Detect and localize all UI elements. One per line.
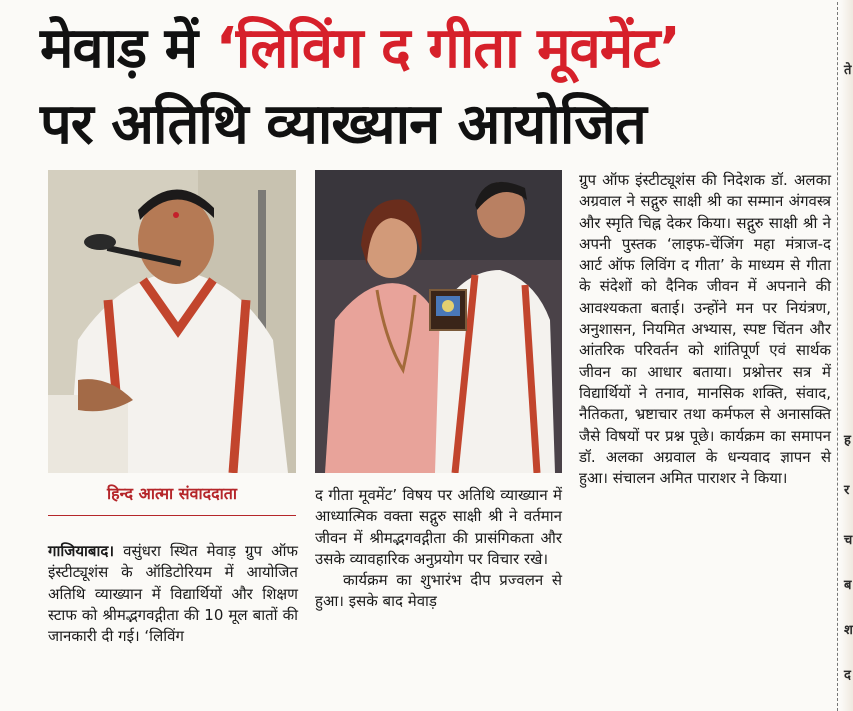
edge-char: ह [844,433,851,448]
caption-underline [48,515,296,516]
headline-highlight: ‘लिविंग द गीता मूवमेंट’ [215,16,680,81]
article-col2-para1: द गीता मूवमेंट’ विषय पर अतिथि व्याख्यान में आध्यात्मिक वक्ता सद्गुरु साक्षी श्री ने वर्तमान जीवन में श्रीमद्भगवद्गीता की प्रासंगिकता और उसके व्यावहारिक अनुप्रयोग पर विचार रखे। [315,486,562,568]
felicitation-photo-illustration [315,170,562,473]
article-col1-text: वसुंधरा स्थित मेवाड़ ग्रुप ऑफ इंस्टीट्यूशंस के ऑडिटोरियम में आयोजित अतिथि व्याख्यान में विद्यार्थियों और शिक्षण स्टाफ को श्रीमद्भगवद्गीता की 10 मूल बातों की जानकारी दी गई। ‘लिविंग [48,542,298,646]
article-column-3 [579,170,831,489]
edge-char: र [844,483,850,498]
speaker-photo [48,170,296,473]
article-column-2 [315,485,562,613]
dateline: गाजियाबाद। [48,542,115,560]
headline-line-1 [40,12,830,86]
article-column-1 [48,541,298,647]
adjacent-page-edge [841,0,853,711]
article-col3-text: ग्रुप ऑफ इंस्टीट्यूशंस की निदेशक डॉ. अलका अग्रवाल ने सद्गुरु साक्षी श्री का सम्मान अंगवस्त्र और स्मृति चिह्न देकर किया। सद्गुरु साक्षी श्री ने अपनी पुस्तक ‘लाइफ-चेंजिंग महा मंत्राज-द आर्ट ऑफ लिविंग द गीता’ के माध्यम से गीता के संदेशों को दैनिक जीवन में अपनाने की आवश्यकता बताई। उन्होंने मन पर नियंत्रण, अनुशासन, नियमित अभ्यास, स्पष्ट चिंतन और आंतरिक परिवर्तन को शांतिपूर्ण एवं सार्थक जीवन का आधार बताया। प्रश्नोत्तर सत्र में विद्यार्थियों ने तनाव, मानसिक शक्ति, संवाद, नैतिकता, भ्रष्टाचार तथा कर्मफल से अनासक्ति जैसे विषयों पर प्रश्न पूछे। कार्यक्रम का समापन डॉ. अलका अग्रवाल के धन्यवाद ज्ञापन से हुआ। संचालन अमित पाराशर ने किया। [579,171,831,488]
edge-char: च [844,533,853,548]
headline-prefix: मेवाड़ में [40,16,216,81]
column-rule-right [837,2,838,711]
edge-char: द [844,668,851,683]
byline-caption: हिन्द आत्मा संवाददाता [106,484,238,503]
edge-char: ब [844,578,852,593]
edge-char: ते [844,63,852,78]
headline-line-2: पर अतिथि व्याख्यान आयोजित [40,92,646,157]
article-col2-para2: कार्यक्रम का शुभारंभ दीप प्रज्वलन से हुआ। इसके बाद मेवाड़ [315,571,562,611]
felicitation-photo [315,170,562,473]
edge-char: श [844,623,853,638]
speaker-photo-illustration [48,170,296,473]
